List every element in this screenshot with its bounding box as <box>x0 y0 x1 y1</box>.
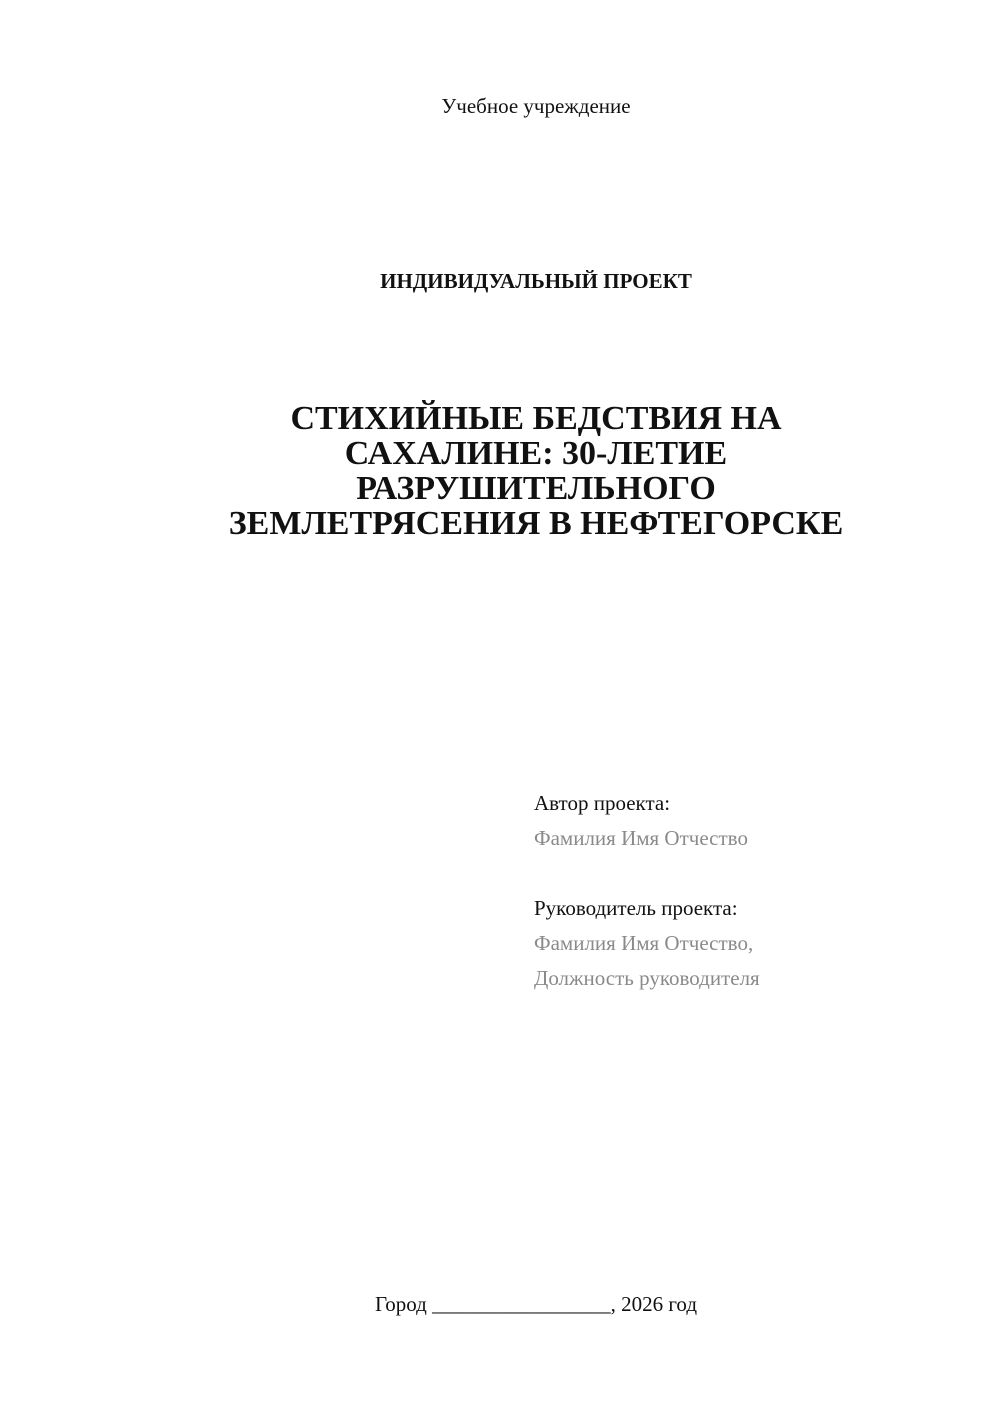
supervisor-position: Должность руководителя <box>534 966 760 990</box>
author-label: Автор проекта: <box>534 791 671 815</box>
supervisor-label: Руководитель проекта: <box>534 896 738 920</box>
project-title <box>0 401 1000 541</box>
project-type-heading: ИНДИВИДУАЛЬНЫЙ ПРОЕКТ <box>380 269 692 293</box>
author-name: Фамилия Имя Отчество <box>534 826 748 850</box>
project-title-line: СТИХИЙНЫЕ БЕДСТВИЯ НА <box>290 400 782 437</box>
institution-name: Учебное учреждение <box>441 94 631 118</box>
supervisor-block <box>534 891 760 996</box>
author-block <box>534 786 748 856</box>
city-year-line: Город _________________, 2026 год <box>374 1292 698 1316</box>
project-title-line: САХАЛИНЕ: 30-ЛЕТИЕ <box>344 435 728 472</box>
project-title-line: ЗЕМЛЕТРЯСЕНИЯ В НЕФТЕГОРСКЕ <box>228 505 844 542</box>
project-title-line: РАЗРУШИТЕЛЬНОГО <box>356 470 716 507</box>
supervisor-name: Фамилия Имя Отчество, <box>534 931 754 955</box>
